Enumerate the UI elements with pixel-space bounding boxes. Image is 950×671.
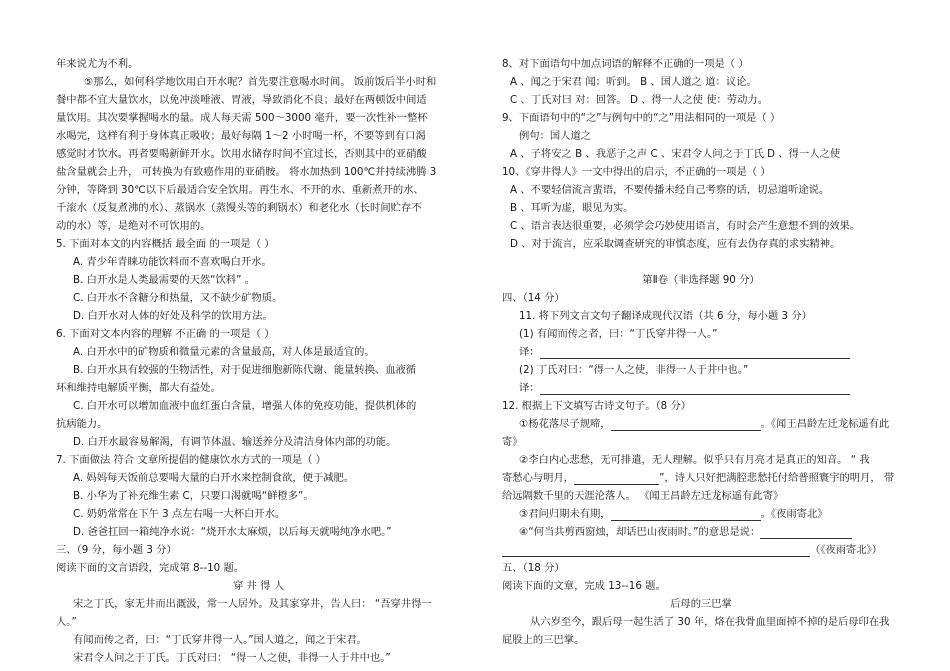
text-line: 人。” [56,616,77,628]
question-8: 8、对下面语句中加点词语的解释不正确的一项是（ ） [502,58,749,70]
text-line: 从六岁至今，跟后母一起生活了 30 年，烙在我骨血里面掉不掉的是后母印在我 [530,616,890,628]
option-d: D. 爸爸扛回一箱纯净水说：“烧开水太麻烦，以后每天就喝纯净水吧。” [73,526,392,538]
text-line: 宋君令人问之于丁氏。丁氏对曰： “得一人之使，非得一人于井中也。” [73,652,391,664]
poem-source: （《夜雨寄北》） [810,544,883,556]
poem-line-1 [502,417,900,431]
poem-text: ④“何当共剪西窗烛，却话巴山夜雨时。”的意思是说： [519,526,761,538]
question-10: 10、《穿井得人》一文中得出的启示，不正确的一项是（ ） [502,166,771,178]
option-d: D. 白开水最容易解渴，有调节体温、输送养分及清洁身体内部的功能。 [73,436,397,448]
poem-text: ”，诗人只好把满腔悲愁托付给普照寰宇的明月， 带 [659,472,895,484]
text-line: 阅读下面的文章，完成 13--16 题。 [502,580,666,592]
option-b: B. 白开水具有较强的生物活性，对于促进细胞新陈代谢、能量转换、血液循 [73,364,417,376]
poem-line-2: ②李白内心悲愁，无可排遣，无人理解。似乎只有月亮才是真正的知音。 “ 我 [519,454,870,466]
question-12: 12. 根据上下文填写古诗文句子。（8 分） [502,400,692,412]
option-a: A 、不要轻信流言蜚语，不要传播未经自己考察的话，切忌道听途说。 [510,184,830,196]
text-line: 有闻而传之者，曰：“丁氏穿井得一人。”国人道之，闻之于宋君。 [73,634,367,646]
answer-blank[interactable] [611,509,761,521]
text-line: 动的水）等，是绝对不可饮用的。 [56,220,211,232]
text-line: 千滚水（反复煮沸的水）、蒸锅水（蒸馒头等的剩锅水）和老化水（长时间贮存不 [56,202,422,214]
section-3-heading: 三、（9 分，每小题 3 分） [56,544,177,556]
translation-2 [502,381,900,395]
translation-1 [502,345,900,359]
question-9: 9、下面语句中的“之”与例句中的“之”用法相同的一项是（ ） [502,112,781,124]
poem-line-4 [502,525,900,539]
question-7: 7. 下面做法 符合 文章所提倡的健康饮水方式的一项是（ ） [56,454,327,466]
translation-label: 译： [519,382,540,394]
question-5: 5. 下面对本文的内容概括 最全面 的一项是（ ） [56,238,275,250]
text-line: 阅读下面的文言语段，完成第 8--10 题。 [56,562,245,574]
poem-line-4-cont [502,543,900,557]
translation-label: 译： [519,346,540,358]
part-2-heading: 第Ⅱ卷（非选择题 90 分） [642,274,760,286]
option-c: C. 白开水不含糖分和热量，又不缺少矿物质。 [73,292,283,304]
text-line: 餐中都不宜大量饮水，以免冲淡唾液、胃液，导致消化不良；最好在两顿饭中间适 [56,94,427,106]
option-c: C 、语言表达很重要，必须学会巧妙使用语言，有时会产生意想不到的效果。 [510,220,861,232]
option-c: C. 白开水可以增加血液中血红蛋白含量，增强人体的免疫功能，提供机体的 [73,400,417,412]
text-line: 分钟，等降到 30℃以下后最适合安全饮用。再生水、不开的水、重新煮开的水、 [56,184,424,196]
option-a: A. 白开水中的矿物质和微量元素的含量最高，对人体是最适宜的。 [73,346,375,358]
option-a: A. 妈妈每天饭前总要喝大量的白开水来控制食欲，便于减肥。 [73,472,355,484]
answer-blank[interactable] [760,527,852,539]
question-11: 11. 将下列文言文句子翻译成现代汉语（共 6 分，每小题 3 分） [519,310,812,322]
text-line: 给远隔数千里的天涯沦落人。 《闻王昌龄左迁龙标遥有此寄》 [502,490,784,502]
text-line: 年来说尤为不利。 [56,58,139,70]
passage-title: 后母的三巴掌 [670,598,732,610]
option-c: C. 奶奶常常在下午 3 点左右喝一大杯白开水。 [73,508,286,520]
poem-source: 。《闻王昌龄左迁龙标遥有此 [760,418,890,430]
option-b: B. 小华为了补充维生素 C，只要口渴就喝“鲜橙多”。 [73,490,314,502]
sentence-2: (2) 丁氏对曰：“得一人之使，非得一人于井中也。” [519,364,749,376]
answer-blank[interactable] [540,347,850,359]
option-d: D 、对于流言，应采取调查研究的审慎态度，应有去伪存真的求实精神。 [510,238,841,250]
example-sentence: 例句：国人道之 [519,130,592,142]
option-b: B 、耳听为虚，眼见为实。 [510,202,634,214]
answer-blank[interactable] [611,419,761,431]
option-b: B. 白开水是人类最需要的天然“饮料” 。 [73,274,256,286]
text-line: 宋之丁氏，家无井而出溉汲，常一人居外。及其家穿井，告人曰： “吾穿井得一 [73,598,432,610]
answer-blank[interactable] [502,545,810,557]
poem-line-3 [502,507,900,521]
text-line: 环和维持电解质平衡，都大有益处。 [56,382,221,394]
text-line: 量饮用。其次要掌握喝水的量。成人每天需 500～3000 毫升，要一次性补一整杯 [56,112,428,124]
poem-text: ③君问归期未有期， [519,508,611,520]
passage-title: 穿 井 得 人 [232,580,284,592]
option-a: A. 青少年青睐功能饮料而不喜欢喝白开水。 [73,256,272,268]
answer-blank[interactable] [540,383,850,395]
poem-text: 寄愁心与明月， [502,472,575,484]
options-cd: C 、丁氏对曰 对：回答。 D 、得一人之使 使：劳动力。 [510,94,769,106]
question-6: 6. 下面对文本内容的理解 不正确 的一项是（ ） [56,328,275,340]
section-5-heading: 五、（18 分） [502,562,565,574]
text-line: 抗病能力。 [56,418,108,430]
text-line: 感觉时才饮水。再者要喝新鲜开水。饮用水储存时间不宜过长，否则其中的亚硝酸 [56,148,427,160]
options-abcd: A 、子将安之 B 、我恶子之声 C 、宋君令人问之于丁氏 D 、得一人之使 [510,148,841,160]
sentence-1: (1) 有闻而传之者，曰：“丁氏穿井得一人。” [519,328,718,340]
text-line: 水喝完，这样有利于身体真正吸收；最好每隔 1～2 小时喝一杯，不要等到有口渴 [56,130,426,142]
poem-source: 。《夜雨寄北》 [760,508,828,520]
text-line: 寄》 [502,436,523,448]
poem-text: ①杨花落尽子规啼， [519,418,611,430]
poem-line-2-cont [502,471,900,485]
text-line: 盐含量就会上升， 可转换为有致癌作用的亚硝胺。 将水加热到 100℃并持续沸腾 3 [56,166,437,178]
answer-blank[interactable] [574,473,659,485]
option-d: D. 白开水对人体的好处及科学的饮用方法。 [73,310,273,322]
section-4-heading: 四、（14 分） [502,292,565,304]
options-ab: A 、闻之于宋君 闻：听到。 B 、国人道之 道：议论。 [510,76,757,88]
text-line: 屁股上的三巴掌。 [502,634,585,646]
text-line: ⑤那么，如何科学地饮用白开水呢？首先要注意喝水时间。 饭前饭后半小时和 [84,76,437,88]
